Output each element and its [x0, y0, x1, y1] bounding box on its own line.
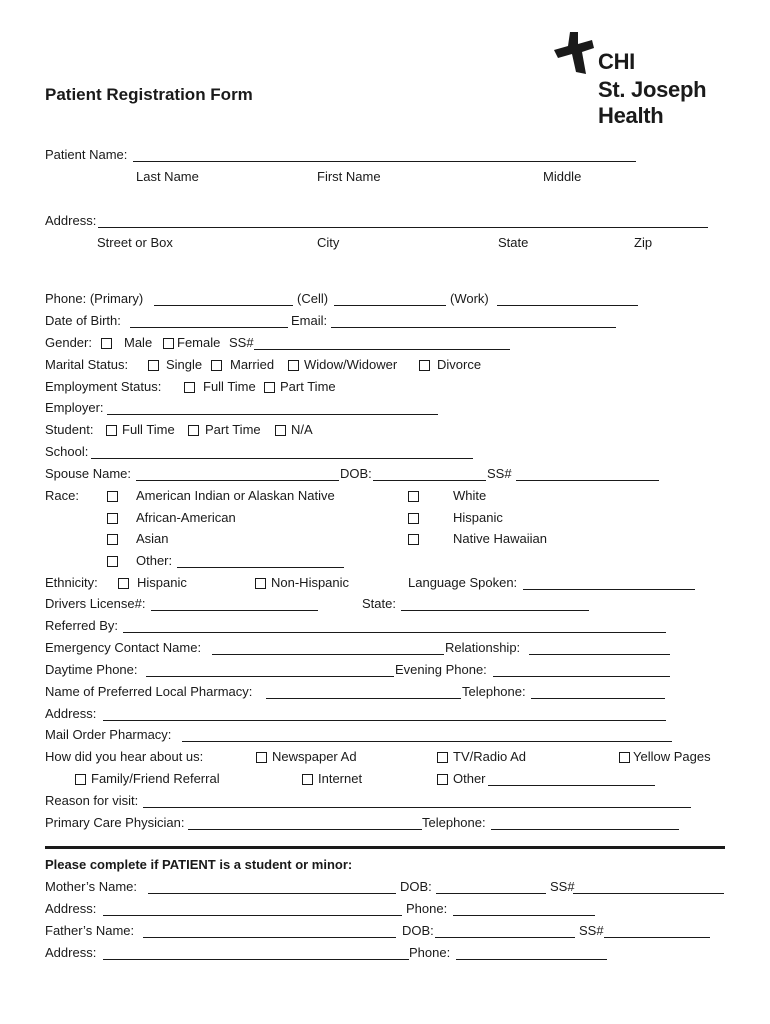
newspaper-ad-label: Newspaper Ad [272, 749, 357, 764]
ss-label: SS# [229, 335, 254, 350]
internet-label: Internet [318, 771, 363, 786]
referred-by-field[interactable] [123, 632, 666, 633]
male-checkbox[interactable] [101, 338, 112, 349]
license-state-field[interactable] [401, 610, 589, 611]
drivers-license-label: Drivers License#: [45, 596, 146, 611]
single-checkbox[interactable] [148, 360, 159, 371]
physician-telephone-field[interactable] [491, 829, 679, 830]
emergency-contact-field[interactable] [212, 654, 444, 655]
middle-caption: Middle [543, 169, 582, 184]
father-dob-label: DOB: [402, 923, 434, 938]
student-full-time-label: Full Time [122, 422, 175, 437]
dob-field[interactable] [130, 327, 288, 328]
family-friend-referral-checkbox[interactable] [75, 774, 86, 785]
hear-other-checkbox[interactable] [437, 774, 448, 785]
mother-dob-field[interactable] [436, 893, 546, 894]
widow-checkbox[interactable] [288, 360, 299, 371]
yellow-pages-label: Yellow Pages [633, 749, 711, 764]
newspaper-ad-checkbox[interactable] [256, 752, 267, 763]
race-african-american-label: African-American [136, 510, 236, 525]
mother-name-label: Mother’s Name: [45, 879, 137, 894]
relationship-field[interactable] [529, 654, 670, 655]
tv-radio-ad-label: TV/Radio Ad [453, 749, 526, 764]
student-part-time-checkbox[interactable] [188, 425, 199, 436]
spouse-name-label: Spouse Name: [45, 466, 131, 481]
license-state-label: State: [362, 596, 396, 611]
phone-primary-field[interactable] [154, 305, 293, 306]
reason-for-visit-label: Reason for visit: [45, 793, 139, 808]
spouse-dob-field[interactable] [373, 480, 486, 481]
race-native-hawaiian-checkbox[interactable] [408, 534, 419, 545]
tv-radio-ad-checkbox[interactable] [437, 752, 448, 763]
drivers-license-field[interactable] [151, 610, 318, 611]
race-other-field[interactable] [177, 567, 344, 568]
referred-by-label: Referred By: [45, 618, 118, 633]
pharmacy-telephone-label: Telephone: [462, 684, 526, 699]
chi-logo [552, 30, 722, 130]
ethnicity-non-hispanic-label: Non-Hispanic [271, 575, 350, 590]
race-other-checkbox[interactable] [107, 556, 118, 567]
married-label: Married [230, 357, 275, 372]
female-checkbox[interactable] [163, 338, 174, 349]
employment-status-label: Employment Status: [45, 379, 162, 394]
employment-part-time-label: Part Time [280, 379, 336, 394]
ethnicity-hispanic-checkbox[interactable] [118, 578, 129, 589]
father-ss-label: SS# [579, 923, 604, 938]
evening-phone-label: Evening Phone: [395, 662, 487, 677]
divorce-label: Divorce [437, 357, 482, 372]
address-label: Address: [45, 213, 97, 228]
phone-primary-label: Phone: (Primary) [45, 291, 144, 306]
page-title: Patient Registration Form [45, 85, 253, 104]
divorce-checkbox[interactable] [419, 360, 430, 371]
employment-full-time-label: Full Time [203, 379, 256, 394]
spouse-ss-field[interactable] [516, 480, 659, 481]
mother-phone-field[interactable] [453, 915, 595, 916]
city-caption: City [317, 235, 340, 250]
widow-label: Widow/Widower [304, 357, 398, 372]
race-african-american-checkbox[interactable] [107, 513, 118, 524]
yellow-pages-checkbox[interactable] [619, 752, 630, 763]
student-full-time-checkbox[interactable] [106, 425, 117, 436]
race-hispanic-label: Hispanic [453, 510, 503, 525]
section-divider [45, 846, 725, 849]
dob-label: Date of Birth: [45, 313, 121, 328]
female-label: Female [177, 335, 221, 350]
address-field[interactable] [98, 227, 708, 228]
phone-work-field[interactable] [497, 305, 638, 306]
street-caption: Street or Box [97, 235, 173, 250]
phone-cell-label: (Cell) [297, 291, 329, 306]
minor-section-heading: Please complete if PATIENT is a student or minor: [45, 857, 353, 872]
logo-line-st-joseph: St. Joseph [598, 77, 707, 102]
father-dob-field[interactable] [435, 937, 575, 938]
logo-line-chi: CHI [598, 49, 635, 74]
mother-name-field[interactable] [148, 893, 396, 894]
employment-full-time-checkbox[interactable] [184, 382, 195, 393]
pharmacy-address-label: Address: [45, 706, 97, 721]
daytime-phone-label: Daytime Phone: [45, 662, 138, 677]
pharmacy-name-field[interactable] [266, 698, 461, 699]
email-label: Email: [291, 313, 328, 328]
father-ss-field[interactable] [604, 937, 710, 938]
employment-part-time-checkbox[interactable] [264, 382, 275, 393]
race-other-label: Other: [136, 553, 173, 568]
phone-cell-field[interactable] [334, 305, 446, 306]
mother-ss-label: SS# [550, 879, 575, 894]
mail-order-pharmacy-field[interactable] [182, 741, 672, 742]
race-white-checkbox[interactable] [408, 491, 419, 502]
pharmacy-address-field[interactable] [103, 720, 666, 721]
ethnicity-non-hispanic-checkbox[interactable] [255, 578, 266, 589]
father-phone-field[interactable] [456, 959, 607, 960]
mother-phone-label: Phone: [406, 901, 448, 916]
physician-telephone-label: Telephone: [422, 815, 486, 830]
mother-dob-label: DOB: [400, 879, 432, 894]
gender-label: Gender: [45, 335, 92, 350]
student-part-time-label: Part Time [205, 422, 261, 437]
race-native-hawaiian-label: Native Hawaiian [453, 531, 547, 546]
language-spoken-field[interactable] [523, 589, 695, 590]
daytime-phone-field[interactable] [146, 676, 394, 677]
ethnicity-hispanic-label: Hispanic [137, 575, 187, 590]
race-hispanic-checkbox[interactable] [408, 513, 419, 524]
reason-for-visit-field[interactable] [143, 807, 691, 808]
primary-care-physician-label: Primary Care Physician: [45, 815, 185, 830]
father-name-label: Father’s Name: [45, 923, 135, 938]
language-spoken-label: Language Spoken: [408, 575, 518, 590]
married-checkbox[interactable] [211, 360, 222, 371]
mail-order-pharmacy-label: Mail Order Pharmacy: [45, 727, 172, 742]
hear-other-field[interactable] [488, 785, 655, 786]
marital-status-label: Marital Status: [45, 357, 129, 372]
student-label: Student: [45, 422, 94, 437]
first-name-caption: First Name [317, 169, 381, 184]
logo-line-health: Health [598, 103, 664, 128]
state-caption: State [498, 235, 529, 250]
ethnicity-label: Ethnicity: [45, 575, 98, 590]
single-label: Single [166, 357, 203, 372]
spouse-dob-label: DOB: [340, 466, 372, 481]
relationship-label: Relationship: [445, 640, 521, 655]
hear-other-label: Other [453, 771, 486, 786]
spouse-name-field[interactable] [136, 480, 339, 481]
father-address-label: Address: [45, 945, 97, 960]
primary-care-physician-field[interactable] [188, 829, 422, 830]
employer-label: Employer: [45, 400, 104, 415]
email-field[interactable] [331, 327, 616, 328]
family-friend-referral-label: Family/Friend Referral [91, 771, 220, 786]
pharmacy-telephone-field[interactable] [531, 698, 665, 699]
race-label: Race: [45, 488, 79, 503]
zip-caption: Zip [634, 235, 653, 250]
evening-phone-field[interactable] [493, 676, 670, 677]
male-label: Male [124, 335, 153, 350]
father-address-field[interactable] [103, 959, 409, 960]
employer-field[interactable] [107, 414, 438, 415]
race-american-indian-label: American Indian or Alaskan Native [136, 488, 335, 503]
phone-work-label: (Work) [450, 291, 489, 306]
patient-name-label: Patient Name: [45, 147, 128, 162]
internet-checkbox[interactable] [302, 774, 313, 785]
hear-about-us-label: How did you hear about us: [45, 749, 204, 764]
mother-address-field[interactable] [103, 915, 402, 916]
chi-cross-logo-icon [552, 30, 596, 76]
father-name-field[interactable] [143, 937, 396, 938]
father-phone-label: Phone: [409, 945, 451, 960]
patient-name-field[interactable] [133, 161, 636, 162]
mother-address-label: Address: [45, 901, 97, 916]
spouse-ss-label: SS# [487, 466, 512, 481]
school-label: School: [45, 444, 89, 459]
mother-ss-field[interactable] [573, 893, 724, 894]
race-asian-label: Asian [136, 531, 169, 546]
ss-field[interactable] [254, 349, 510, 350]
student-na-checkbox[interactable] [275, 425, 286, 436]
race-white-label: White [453, 488, 487, 503]
school-field[interactable] [91, 458, 473, 459]
pharmacy-name-label: Name of Preferred Local Pharmacy: [45, 684, 253, 699]
last-name-caption: Last Name [136, 169, 199, 184]
emergency-contact-label: Emergency Contact Name: [45, 640, 202, 655]
student-na-label: N/A [291, 422, 313, 437]
race-american-indian-checkbox[interactable] [107, 491, 118, 502]
race-asian-checkbox[interactable] [107, 534, 118, 545]
